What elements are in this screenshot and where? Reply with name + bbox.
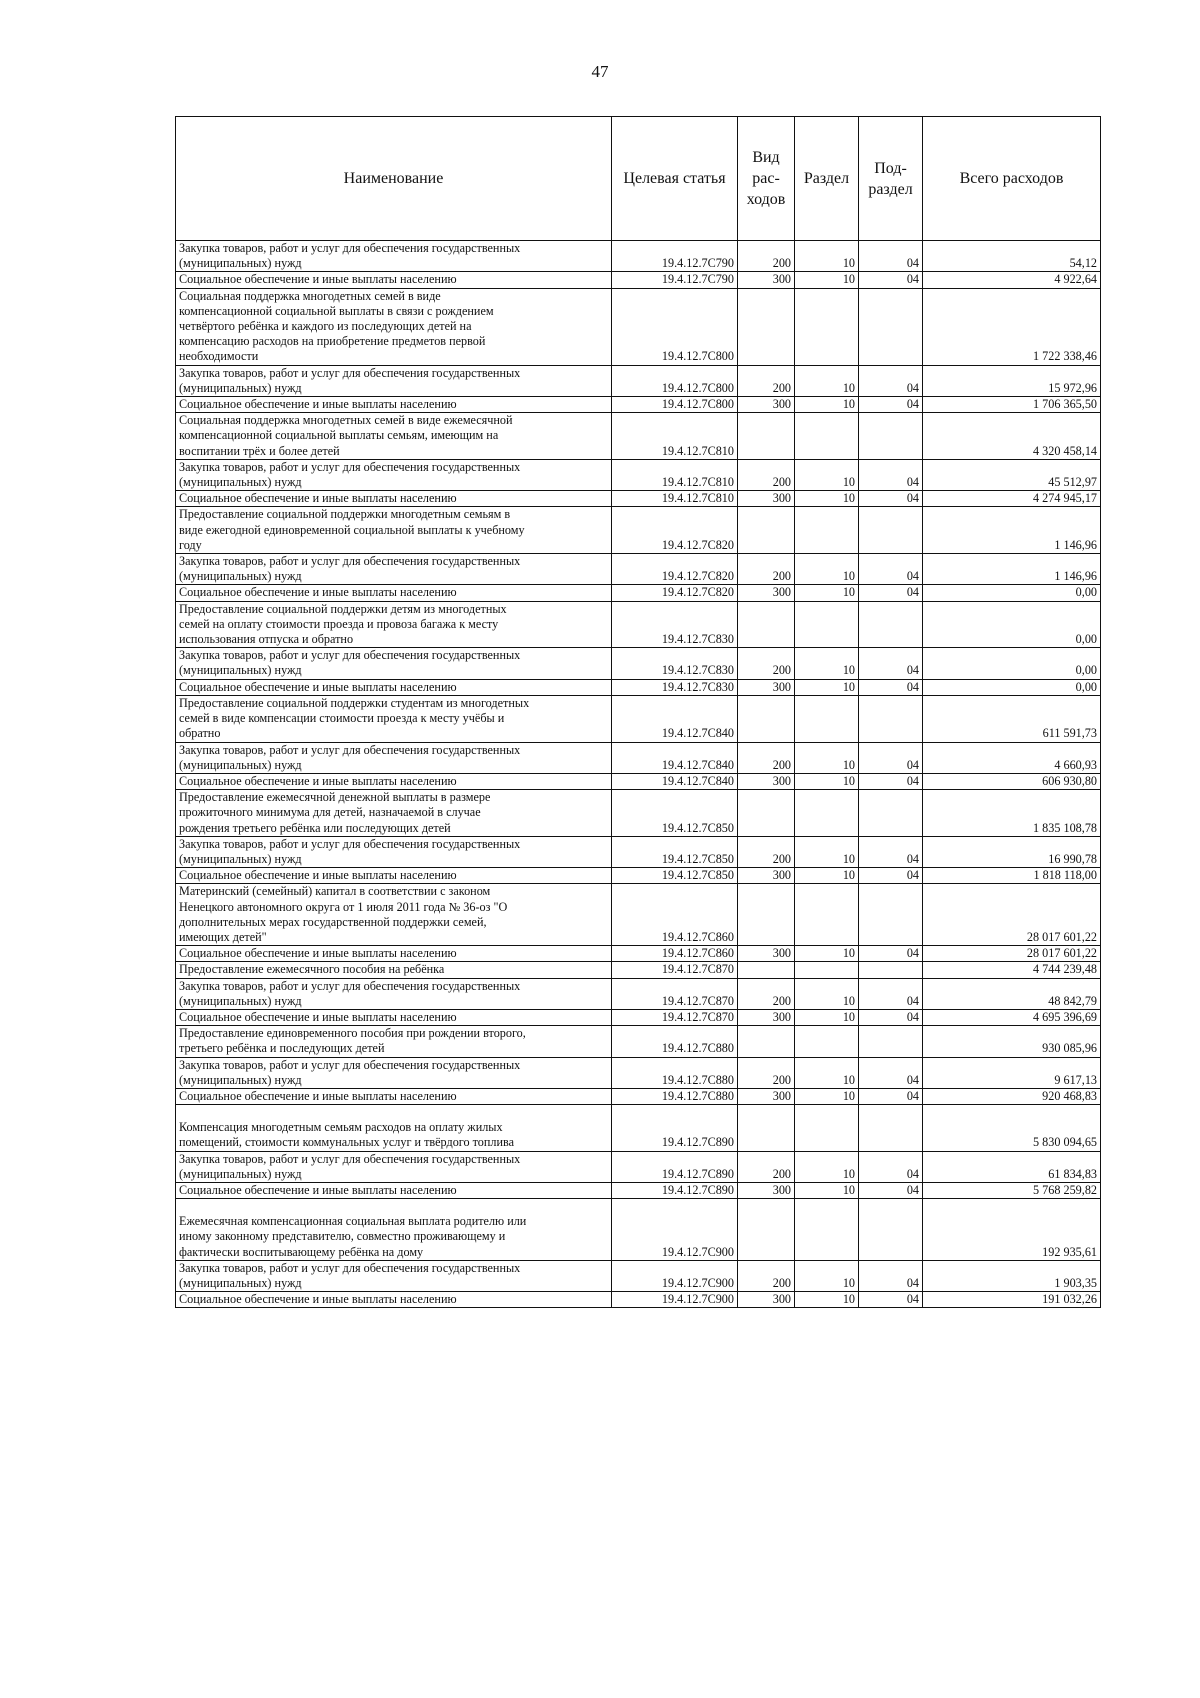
table-row [176, 868, 1101, 884]
row-code: 19.4.12.7С800 [612, 397, 738, 413]
table-row [176, 397, 1101, 413]
row-name: Закупка товаров, работ и услуг для обеспечения государственных (муниципальных) нужд [176, 836, 612, 867]
row-vid: 300 [738, 773, 795, 789]
row-code: 19.4.12.7С840 [612, 773, 738, 789]
row-name: Социальное обеспечение и иные выплаты населению [176, 946, 612, 962]
row-razdel [795, 601, 859, 648]
table-row [176, 648, 1101, 679]
row-vid [738, 1026, 795, 1057]
row-code: 19.4.12.7С850 [612, 868, 738, 884]
row-vid [738, 1105, 795, 1151]
table-row [176, 790, 1101, 837]
row-razdel: 10 [795, 554, 859, 585]
table-row [176, 1009, 1101, 1025]
table-row [176, 946, 1101, 962]
row-vid: 200 [738, 836, 795, 867]
row-razdel [795, 790, 859, 837]
row-code: 19.4.12.7С900 [612, 1199, 738, 1261]
table-row [176, 491, 1101, 507]
row-podrazdel [859, 413, 923, 460]
row-vid: 200 [738, 554, 795, 585]
row-vid: 200 [738, 1151, 795, 1182]
row-code: 19.4.12.7С790 [612, 241, 738, 272]
row-podrazdel [859, 790, 923, 837]
row-sum: 0,00 [923, 601, 1101, 648]
row-vid: 200 [738, 241, 795, 272]
row-sum: 61 834,83 [923, 1151, 1101, 1182]
row-podrazdel: 04 [859, 491, 923, 507]
row-name: Социальное обеспечение и иные выплаты населению [176, 773, 612, 789]
row-podrazdel [859, 1105, 923, 1151]
row-sum: 920 468,83 [923, 1088, 1101, 1104]
row-sum: 16 990,78 [923, 836, 1101, 867]
row-code: 19.4.12.7С830 [612, 601, 738, 648]
row-razdel [795, 288, 859, 365]
row-code: 19.4.12.7С890 [612, 1105, 738, 1151]
row-vid: 300 [738, 491, 795, 507]
row-podrazdel: 04 [859, 742, 923, 773]
row-name: Материнский (семейный) капитал в соответствии с законом Ненецкого автономного округа от 1 июля 2011 года № 36-оз "О дополнительных мерах государственной поддержки семей, имеющих детей" [176, 884, 612, 946]
row-vid [738, 962, 795, 978]
header-vid: Вид рас- ходов [738, 117, 795, 241]
row-name: Социальное обеспечение и иные выплаты населению [176, 1292, 612, 1308]
row-name: Социальное обеспечение и иные выплаты населению [176, 679, 612, 695]
table-row [176, 1199, 1101, 1261]
row-sum: 1 146,96 [923, 554, 1101, 585]
row-sum: 48 842,79 [923, 978, 1101, 1009]
row-name: Социальное обеспечение и иные выплаты населению [176, 1182, 612, 1198]
row-sum: 606 930,80 [923, 773, 1101, 789]
row-name: Социальное обеспечение и иные выплаты населению [176, 868, 612, 884]
row-podrazdel: 04 [859, 648, 923, 679]
row-vid: 200 [738, 365, 795, 396]
row-razdel: 10 [795, 773, 859, 789]
row-razdel: 10 [795, 946, 859, 962]
table-row [176, 1292, 1101, 1308]
row-sum: 930 085,96 [923, 1026, 1101, 1057]
table-row [176, 507, 1101, 554]
header-name: Наименование [176, 117, 612, 241]
row-razdel: 10 [795, 1151, 859, 1182]
row-podrazdel: 04 [859, 1260, 923, 1291]
row-name: Социальное обеспечение и иные выплаты населению [176, 1009, 612, 1025]
row-razdel: 10 [795, 836, 859, 867]
row-razdel: 10 [795, 1292, 859, 1308]
row-sum: 1 146,96 [923, 507, 1101, 554]
row-name: Социальное обеспечение и иные выплаты населению [176, 491, 612, 507]
row-podrazdel: 04 [859, 365, 923, 396]
row-vid: 300 [738, 585, 795, 601]
table-row [176, 978, 1101, 1009]
row-code: 19.4.12.7С860 [612, 884, 738, 946]
table-header-row [176, 117, 1101, 241]
row-code: 19.4.12.7С890 [612, 1182, 738, 1198]
row-code: 19.4.12.7С880 [612, 1088, 738, 1104]
row-code: 19.4.12.7С810 [612, 491, 738, 507]
row-sum: 4 320 458,14 [923, 413, 1101, 460]
row-code: 19.4.12.7С850 [612, 836, 738, 867]
row-code: 19.4.12.7С830 [612, 648, 738, 679]
row-sum: 28 017 601,22 [923, 946, 1101, 962]
row-sum: 192 935,61 [923, 1199, 1101, 1261]
row-vid [738, 507, 795, 554]
row-vid: 300 [738, 868, 795, 884]
row-name: Закупка товаров, работ и услуг для обеспечения государственных (муниципальных) нужд [176, 978, 612, 1009]
row-sum: 1 722 338,46 [923, 288, 1101, 365]
row-code: 19.4.12.7С850 [612, 790, 738, 837]
table-row [176, 413, 1101, 460]
row-razdel: 10 [795, 272, 859, 288]
row-sum: 0,00 [923, 585, 1101, 601]
row-name: Закупка товаров, работ и услуг для обеспечения государственных (муниципальных) нужд [176, 241, 612, 272]
header-razdel: Раздел [795, 117, 859, 241]
row-name: Предоставление социальной поддержки многодетным семьям в виде ежегодной единовременной социальной выплаты к учебному году [176, 507, 612, 554]
row-code: 19.4.12.7С840 [612, 695, 738, 742]
row-vid: 200 [738, 742, 795, 773]
row-podrazdel: 04 [859, 585, 923, 601]
table-row [176, 1182, 1101, 1198]
row-name: Закупка товаров, работ и услуг для обеспечения государственных (муниципальных) нужд [176, 1151, 612, 1182]
row-name: Ежемесячная компенсационная социальная выплата родителю или иному законному представителю, совместно проживающему и фактически воспитывающему ребёнка на дому [176, 1199, 612, 1261]
row-name: Закупка товаров, работ и услуг для обеспечения государственных (муниципальных) нужд [176, 459, 612, 490]
row-name: Социальное обеспечение и иные выплаты населению [176, 272, 612, 288]
table-row [176, 1151, 1101, 1182]
row-podrazdel: 04 [859, 946, 923, 962]
row-code: 19.4.12.7С810 [612, 459, 738, 490]
row-code: 19.4.12.7С840 [612, 742, 738, 773]
row-vid: 300 [738, 1088, 795, 1104]
row-razdel [795, 413, 859, 460]
row-razdel [795, 884, 859, 946]
row-name: Закупка товаров, работ и услуг для обеспечения государственных (муниципальных) нужд [176, 365, 612, 396]
row-razdel: 10 [795, 648, 859, 679]
row-podrazdel: 04 [859, 1292, 923, 1308]
row-vid [738, 413, 795, 460]
row-razdel: 10 [795, 397, 859, 413]
row-name: Предоставление социальной поддержки детям из многодетных семей на оплату стоимости проезда и провоза багажа к месту использования отпуска и обратно [176, 601, 612, 648]
row-code: 19.4.12.7С820 [612, 554, 738, 585]
row-sum: 191 032,26 [923, 1292, 1101, 1308]
row-sum: 4 274 945,17 [923, 491, 1101, 507]
row-podrazdel [859, 884, 923, 946]
row-name: Предоставление ежемесячного пособия на ребёнка [176, 962, 612, 978]
row-vid [738, 695, 795, 742]
table-row [176, 1260, 1101, 1291]
row-podrazdel: 04 [859, 397, 923, 413]
row-sum: 4 660,93 [923, 742, 1101, 773]
row-vid: 300 [738, 946, 795, 962]
row-sum: 1 818 118,00 [923, 868, 1101, 884]
row-sum: 9 617,13 [923, 1057, 1101, 1088]
row-code: 19.4.12.7С800 [612, 288, 738, 365]
row-vid: 200 [738, 1260, 795, 1291]
row-name: Социальная поддержка многодетных семей в виде ежемесячной компенсационной социальной выплаты семьям, имеющим на воспитании трёх и более детей [176, 413, 612, 460]
row-vid: 200 [738, 459, 795, 490]
row-vid: 200 [738, 1057, 795, 1088]
table-row [176, 773, 1101, 789]
row-vid [738, 1199, 795, 1261]
row-sum: 4 744 239,48 [923, 962, 1101, 978]
row-sum: 611 591,73 [923, 695, 1101, 742]
row-podrazdel [859, 695, 923, 742]
table-row [176, 742, 1101, 773]
row-razdel: 10 [795, 491, 859, 507]
header-sum: Всего расходов [923, 117, 1101, 241]
table-row [176, 836, 1101, 867]
row-sum: 5 768 259,82 [923, 1182, 1101, 1198]
row-podrazdel [859, 288, 923, 365]
row-vid: 300 [738, 1009, 795, 1025]
row-name: Закупка товаров, работ и услуг для обеспечения государственных (муниципальных) нужд [176, 742, 612, 773]
row-razdel: 10 [795, 1182, 859, 1198]
table-row [176, 365, 1101, 396]
row-razdel: 10 [795, 1009, 859, 1025]
row-code: 19.4.12.7С830 [612, 679, 738, 695]
table-row [176, 962, 1101, 978]
row-razdel: 10 [795, 978, 859, 1009]
row-podrazdel: 04 [859, 868, 923, 884]
row-razdel: 10 [795, 1057, 859, 1088]
table-row [176, 554, 1101, 585]
row-podrazdel: 04 [859, 773, 923, 789]
row-vid [738, 884, 795, 946]
table-row [176, 272, 1101, 288]
row-code: 19.4.12.7С900 [612, 1292, 738, 1308]
row-vid [738, 601, 795, 648]
row-vid: 200 [738, 648, 795, 679]
row-name: Предоставление единовременного пособия при рождении второго, третьего ребёнка и последующих детей [176, 1026, 612, 1057]
row-code: 19.4.12.7С880 [612, 1026, 738, 1057]
row-podrazdel [859, 601, 923, 648]
table-row [176, 288, 1101, 365]
row-name: Социальное обеспечение и иные выплаты населению [176, 1088, 612, 1104]
row-name: Закупка товаров, работ и услуг для обеспечения государственных (муниципальных) нужд [176, 1057, 612, 1088]
row-razdel: 10 [795, 1088, 859, 1104]
row-name: Социальная поддержка многодетных семей в виде компенсационной социальной выплаты в связи с рождением четвёртого ребёнка и каждого из последующих детей на компенсацию расходов на приобретение предметов первой необходимости [176, 288, 612, 365]
row-name: Компенсация многодетным семьям расходов на оплату жилых помещений, стоимости коммунальных услуг и твёрдого топлива [176, 1105, 612, 1151]
row-podrazdel [859, 1026, 923, 1057]
row-vid [738, 790, 795, 837]
row-sum: 54,12 [923, 241, 1101, 272]
table-row [176, 1105, 1101, 1151]
row-code: 19.4.12.7С800 [612, 365, 738, 396]
row-podrazdel: 04 [859, 1088, 923, 1104]
row-code: 19.4.12.7С860 [612, 946, 738, 962]
row-sum: 28 017 601,22 [923, 884, 1101, 946]
row-podrazdel: 04 [859, 459, 923, 490]
row-podrazdel: 04 [859, 1151, 923, 1182]
row-code: 19.4.12.7С820 [612, 585, 738, 601]
row-code: 19.4.12.7С820 [612, 507, 738, 554]
row-code: 19.4.12.7С790 [612, 272, 738, 288]
row-podrazdel [859, 507, 923, 554]
row-razdel: 10 [795, 679, 859, 695]
row-razdel: 10 [795, 459, 859, 490]
row-code: 19.4.12.7С810 [612, 413, 738, 460]
row-code: 19.4.12.7С870 [612, 1009, 738, 1025]
row-sum: 15 972,96 [923, 365, 1101, 396]
row-name: Предоставление ежемесячной денежной выплаты в размере прожиточного минимума для детей, назначаемой в случае рождения третьего ребёнка или последующих детей [176, 790, 612, 837]
row-razdel: 10 [795, 1260, 859, 1291]
row-razdel [795, 1199, 859, 1261]
row-razdel: 10 [795, 241, 859, 272]
row-sum: 1 706 365,50 [923, 397, 1101, 413]
row-vid: 300 [738, 1182, 795, 1198]
row-name: Закупка товаров, работ и услуг для обеспечения государственных (муниципальных) нужд [176, 1260, 612, 1291]
row-sum: 0,00 [923, 679, 1101, 695]
row-sum: 4 922,64 [923, 272, 1101, 288]
row-razdel [795, 695, 859, 742]
row-sum: 45 512,97 [923, 459, 1101, 490]
page-number: 47 [591, 62, 609, 81]
row-podrazdel: 04 [859, 836, 923, 867]
row-sum: 1 903,35 [923, 1260, 1101, 1291]
row-code: 19.4.12.7С900 [612, 1260, 738, 1291]
row-vid: 300 [738, 397, 795, 413]
row-vid: 300 [738, 272, 795, 288]
row-name: Закупка товаров, работ и услуг для обеспечения государственных (муниципальных) нужд [176, 554, 612, 585]
table-row [176, 884, 1101, 946]
table-row [176, 1088, 1101, 1104]
table-row [176, 459, 1101, 490]
row-razdel: 10 [795, 365, 859, 396]
row-name: Предоставление социальной поддержки студентам из многодетных семей в виде компенсации стоимости проезда к месту учёбы и обратно [176, 695, 612, 742]
row-podrazdel: 04 [859, 679, 923, 695]
table-row [176, 695, 1101, 742]
row-vid [738, 288, 795, 365]
row-razdel [795, 962, 859, 978]
table-row [176, 601, 1101, 648]
table-row [176, 1026, 1101, 1057]
row-sum: 1 835 108,78 [923, 790, 1101, 837]
row-name: Закупка товаров, работ и услуг для обеспечения государственных (муниципальных) нужд [176, 648, 612, 679]
table-row [176, 585, 1101, 601]
row-podrazdel [859, 962, 923, 978]
row-sum: 0,00 [923, 648, 1101, 679]
row-vid: 200 [738, 978, 795, 1009]
row-razdel: 10 [795, 585, 859, 601]
table-row [176, 679, 1101, 695]
row-code: 19.4.12.7С880 [612, 1057, 738, 1088]
table-row [176, 241, 1101, 272]
row-sum: 4 695 396,69 [923, 1009, 1101, 1025]
row-podrazdel: 04 [859, 1182, 923, 1198]
row-code: 19.4.12.7С870 [612, 962, 738, 978]
row-razdel [795, 1105, 859, 1151]
row-name: Социальное обеспечение и иные выплаты населению [176, 397, 612, 413]
header-code: Целевая статья [612, 117, 738, 241]
row-code: 19.4.12.7С890 [612, 1151, 738, 1182]
row-code: 19.4.12.7С870 [612, 978, 738, 1009]
row-vid: 300 [738, 679, 795, 695]
row-razdel: 10 [795, 742, 859, 773]
row-sum: 5 830 094,65 [923, 1105, 1101, 1151]
row-name: Социальное обеспечение и иные выплаты населению [176, 585, 612, 601]
header-podrazdel: Под- раздел [859, 117, 923, 241]
row-podrazdel: 04 [859, 241, 923, 272]
row-razdel [795, 507, 859, 554]
table-row [176, 1057, 1101, 1088]
row-podrazdel: 04 [859, 1009, 923, 1025]
row-podrazdel: 04 [859, 978, 923, 1009]
row-podrazdel: 04 [859, 554, 923, 585]
row-podrazdel [859, 1199, 923, 1261]
row-vid: 300 [738, 1292, 795, 1308]
row-podrazdel: 04 [859, 1057, 923, 1088]
row-razdel: 10 [795, 868, 859, 884]
row-razdel [795, 1026, 859, 1057]
budget-table [175, 116, 1101, 1308]
row-podrazdel: 04 [859, 272, 923, 288]
